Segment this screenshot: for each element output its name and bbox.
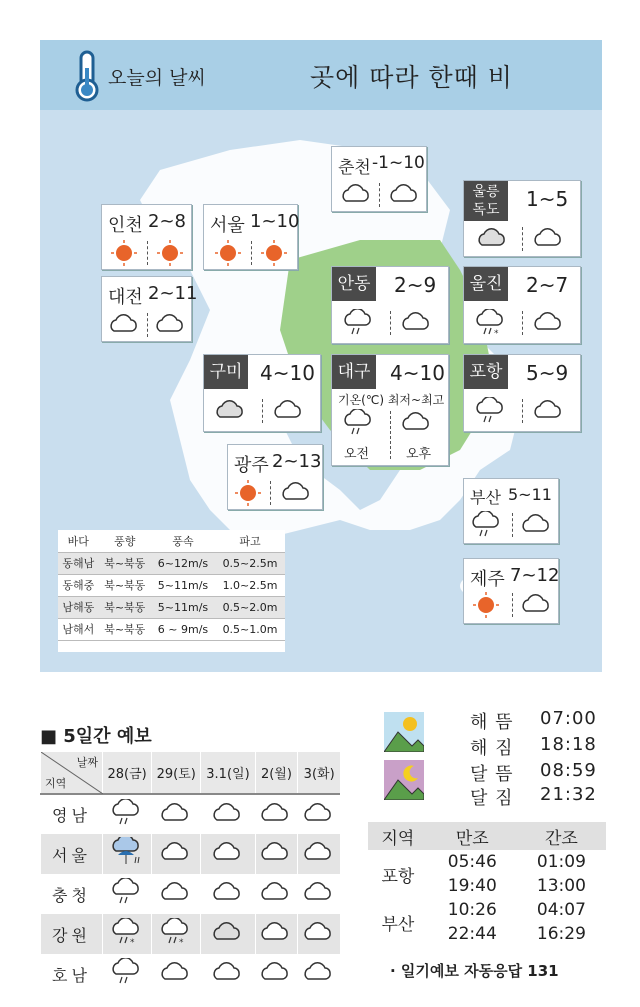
cloud-icon — [532, 227, 566, 249]
city-card-chuncheon — [331, 146, 427, 212]
sun-icon — [260, 239, 288, 267]
cloud-icon — [159, 881, 193, 903]
cloud-icon — [302, 802, 336, 824]
tide-high: 05:46 — [447, 852, 497, 872]
city-card-daegu — [331, 354, 449, 466]
sunrise-icon — [384, 712, 424, 752]
svg-text:*: * — [130, 938, 135, 946]
forecast-title: ■ 5일간 예보 — [40, 726, 152, 747]
sea-col-header: 풍향 — [99, 530, 151, 552]
rain-icon — [342, 409, 376, 437]
cloud-icon — [211, 802, 245, 824]
forecast-row — [41, 874, 341, 914]
sea-cell: 6 ~ 9m/s — [151, 618, 215, 640]
sea-cell: 6~12m/s — [151, 552, 215, 574]
header-title-big: 곳에 따라 한때 비 — [310, 63, 513, 92]
forecast-row — [41, 794, 341, 834]
cloud-icon — [259, 961, 293, 983]
sea-row — [58, 574, 285, 596]
tide-low: 16:29 — [536, 924, 586, 944]
city-name: 제주 — [470, 569, 505, 590]
cloud-icon — [211, 881, 245, 903]
sun-icon — [234, 479, 262, 507]
city-temp: 2~11 — [148, 283, 198, 304]
city-temp: -1~10 — [372, 153, 425, 173]
forecast-region: 강원 — [41, 914, 103, 954]
cloud-icon — [340, 183, 374, 205]
rain-snow-icon — [159, 918, 193, 946]
sun-icon — [110, 239, 138, 267]
legend-pm: 오후 — [406, 447, 432, 462]
sun-label: 달 짐 — [470, 788, 514, 809]
cloud-icon — [211, 961, 245, 983]
header-title-small: 오늘의 날씨 — [108, 67, 206, 89]
sea-cell: 북~북동 — [99, 552, 151, 574]
cloud-icon — [259, 921, 293, 943]
forecast-table — [40, 752, 340, 994]
city-name: 광주 — [234, 455, 269, 476]
city-card-gwangju — [227, 444, 323, 510]
moonrise-icon — [384, 760, 424, 800]
cloud-icon — [159, 802, 193, 824]
rain-umbrella-icon — [110, 837, 144, 867]
cloud-icon — [108, 313, 142, 335]
city-card-jeju — [463, 558, 559, 624]
sea-conditions-table — [58, 530, 285, 652]
sun-time: 21:32 — [540, 784, 597, 805]
sea-row — [58, 596, 285, 618]
sea-cell: 동해남 — [58, 552, 99, 574]
sun-row — [470, 708, 514, 734]
tide-col-header: 만조 — [428, 822, 517, 850]
rain-icon — [342, 309, 376, 337]
sea-cell: 동해중 — [58, 574, 99, 596]
rain-snow-icon — [474, 309, 508, 337]
sun-label: 해 짐 — [470, 738, 514, 759]
city-temp: 5~9 — [526, 361, 569, 385]
city-card-ulleung — [463, 180, 581, 257]
sea-col-header: 바다 — [58, 530, 99, 552]
forecast-region: 서울 — [41, 834, 103, 874]
rain-icon — [474, 397, 508, 425]
cloud-icon — [159, 841, 193, 863]
tide-col-header: 지역 — [368, 822, 428, 850]
sea-cell: 남해서 — [58, 618, 99, 640]
city-name: 부산 — [470, 488, 501, 507]
sea-cell: 남해동 — [58, 596, 99, 618]
city-temp: 2~8 — [148, 211, 186, 232]
sea-cell: 5~11m/s — [151, 574, 215, 596]
tide-row — [368, 850, 606, 874]
sun-icon — [214, 239, 242, 267]
overcast-icon — [214, 399, 248, 421]
city-name: 대구 — [332, 355, 376, 389]
thermometer-icon — [74, 50, 100, 102]
city-name: 인천 — [108, 215, 143, 236]
city-name: 포항 — [464, 355, 508, 389]
rain-snow-icon — [110, 918, 144, 946]
city-name: 서울 — [210, 215, 245, 236]
sun-time: 07:00 — [540, 708, 597, 729]
cloud-icon — [302, 921, 336, 943]
cloud-icon — [388, 183, 422, 205]
city-card-uljin — [463, 266, 581, 344]
tide-low: 13:00 — [536, 876, 586, 896]
tide-high: 10:26 — [447, 900, 497, 920]
ars-info: · 일기예보 자동응답 131 — [390, 962, 559, 980]
cloud-icon — [400, 411, 434, 433]
cloud-icon — [272, 399, 306, 421]
sun-label: 해 뜸 — [470, 712, 514, 733]
rain-icon — [110, 958, 144, 986]
sea-col-header: 풍속 — [151, 530, 215, 552]
sun-time: 08:59 — [540, 760, 597, 781]
cloud-icon — [532, 399, 566, 421]
city-card-daejeon — [101, 276, 198, 342]
cloud-icon — [302, 961, 336, 983]
city-card-pohang — [463, 354, 581, 432]
forecast-header-row — [41, 752, 341, 794]
cloud-icon — [520, 513, 554, 535]
sea-row — [58, 552, 285, 574]
sea-cell: 1.0~2.5m — [215, 574, 285, 596]
cloud-icon — [211, 841, 245, 863]
city-name: 대전 — [108, 287, 143, 308]
city-name: 울릉 독도 — [464, 181, 508, 221]
tide-place: 포항 — [381, 866, 415, 887]
cloud-icon — [532, 311, 566, 333]
tide-place: 부산 — [381, 914, 415, 935]
city-temp: 4~10 — [260, 361, 315, 385]
tide-high: 22:44 — [447, 924, 497, 944]
sun-row — [470, 734, 514, 760]
forecast-region: 호남 — [41, 954, 103, 994]
cloud-icon — [302, 881, 336, 903]
city-temp: 2~13 — [272, 451, 322, 472]
sun-row — [470, 760, 514, 786]
rain-icon — [110, 799, 144, 827]
tide-table — [368, 822, 606, 946]
forecast-day: 3.1(일) — [201, 752, 255, 794]
corner-region-label: 지역 — [45, 777, 67, 790]
cloud-icon — [259, 802, 293, 824]
overcast-icon — [476, 227, 510, 249]
cloud-icon — [400, 311, 434, 333]
sea-cell: 북~북동 — [99, 574, 151, 596]
tide-low: 01:09 — [536, 852, 586, 872]
svg-text:*: * — [494, 329, 499, 337]
city-card-andong — [331, 266, 449, 344]
cloud-icon — [159, 961, 193, 983]
sun-icon — [472, 591, 500, 619]
corner-date-label: 날짜 — [76, 756, 98, 769]
sun-label: 달 뜸 — [470, 764, 514, 785]
forecast-region: 영남 — [41, 794, 103, 834]
forecast-day: 29(토) — [152, 752, 201, 794]
tide-row — [368, 898, 606, 922]
city-card-incheon — [101, 204, 192, 270]
forecast-region: 충청 — [41, 874, 103, 914]
sea-header-row — [58, 530, 285, 552]
sea-cell: 0.5~2.5m — [215, 552, 285, 574]
sun-row — [470, 784, 514, 810]
sea-cell: 북~북동 — [99, 618, 151, 640]
rain-icon — [110, 878, 144, 906]
cloud-icon — [302, 841, 336, 863]
city-temp: 1~5 — [526, 187, 569, 211]
city-temp: 1~10 — [250, 211, 300, 232]
forecast-day: 3(화) — [298, 752, 340, 794]
tide-header-row — [368, 822, 606, 850]
city-temp: 7~12 — [510, 565, 560, 586]
tide-col-header: 간조 — [517, 822, 606, 850]
forecast-row — [41, 954, 341, 994]
cloud-icon — [154, 313, 188, 335]
rain-icon — [470, 511, 504, 539]
tide-high: 19:40 — [447, 876, 497, 896]
city-card-seoul — [203, 204, 298, 270]
forecast-corner — [41, 752, 103, 794]
sea-cell: 0.5~2.0m — [215, 596, 285, 618]
legend-am: 오전 — [344, 447, 370, 462]
forecast-day: 28(금) — [103, 752, 152, 794]
sea-col-header: 파고 — [215, 530, 285, 552]
cloud-icon — [259, 881, 293, 903]
city-name: 울진 — [464, 267, 508, 301]
sea-row — [58, 618, 285, 640]
forecast-day: 2(월) — [255, 752, 298, 794]
city-temp: 5~11 — [508, 485, 552, 504]
sun-icon — [156, 239, 184, 267]
svg-text:*: * — [179, 938, 184, 946]
sea-cell: 0.5~1.0m — [215, 618, 285, 640]
sea-cell: 북~북동 — [99, 596, 151, 618]
city-card-busan — [463, 478, 559, 544]
cloud-icon — [280, 481, 314, 503]
tide-low: 04:07 — [536, 900, 586, 920]
forecast-row — [41, 834, 341, 874]
city-temp: 2~9 — [394, 273, 437, 297]
cloud-icon — [520, 593, 554, 615]
forecast-row — [41, 914, 341, 954]
sea-cell: 5~11m/s — [151, 596, 215, 618]
city-name: 구미 — [204, 355, 248, 389]
cloud-icon — [259, 841, 293, 863]
city-card-gumi — [203, 354, 321, 432]
city-temp: 4~10 — [390, 361, 445, 385]
sun-time: 18:18 — [540, 734, 597, 755]
city-temp: 2~7 — [526, 273, 569, 297]
city-name: 춘천 — [338, 158, 371, 178]
city-name: 안동 — [332, 267, 376, 301]
legend-temp-label: 기온(℃) 최저~최고 — [338, 393, 445, 407]
overcast-icon — [211, 921, 245, 943]
